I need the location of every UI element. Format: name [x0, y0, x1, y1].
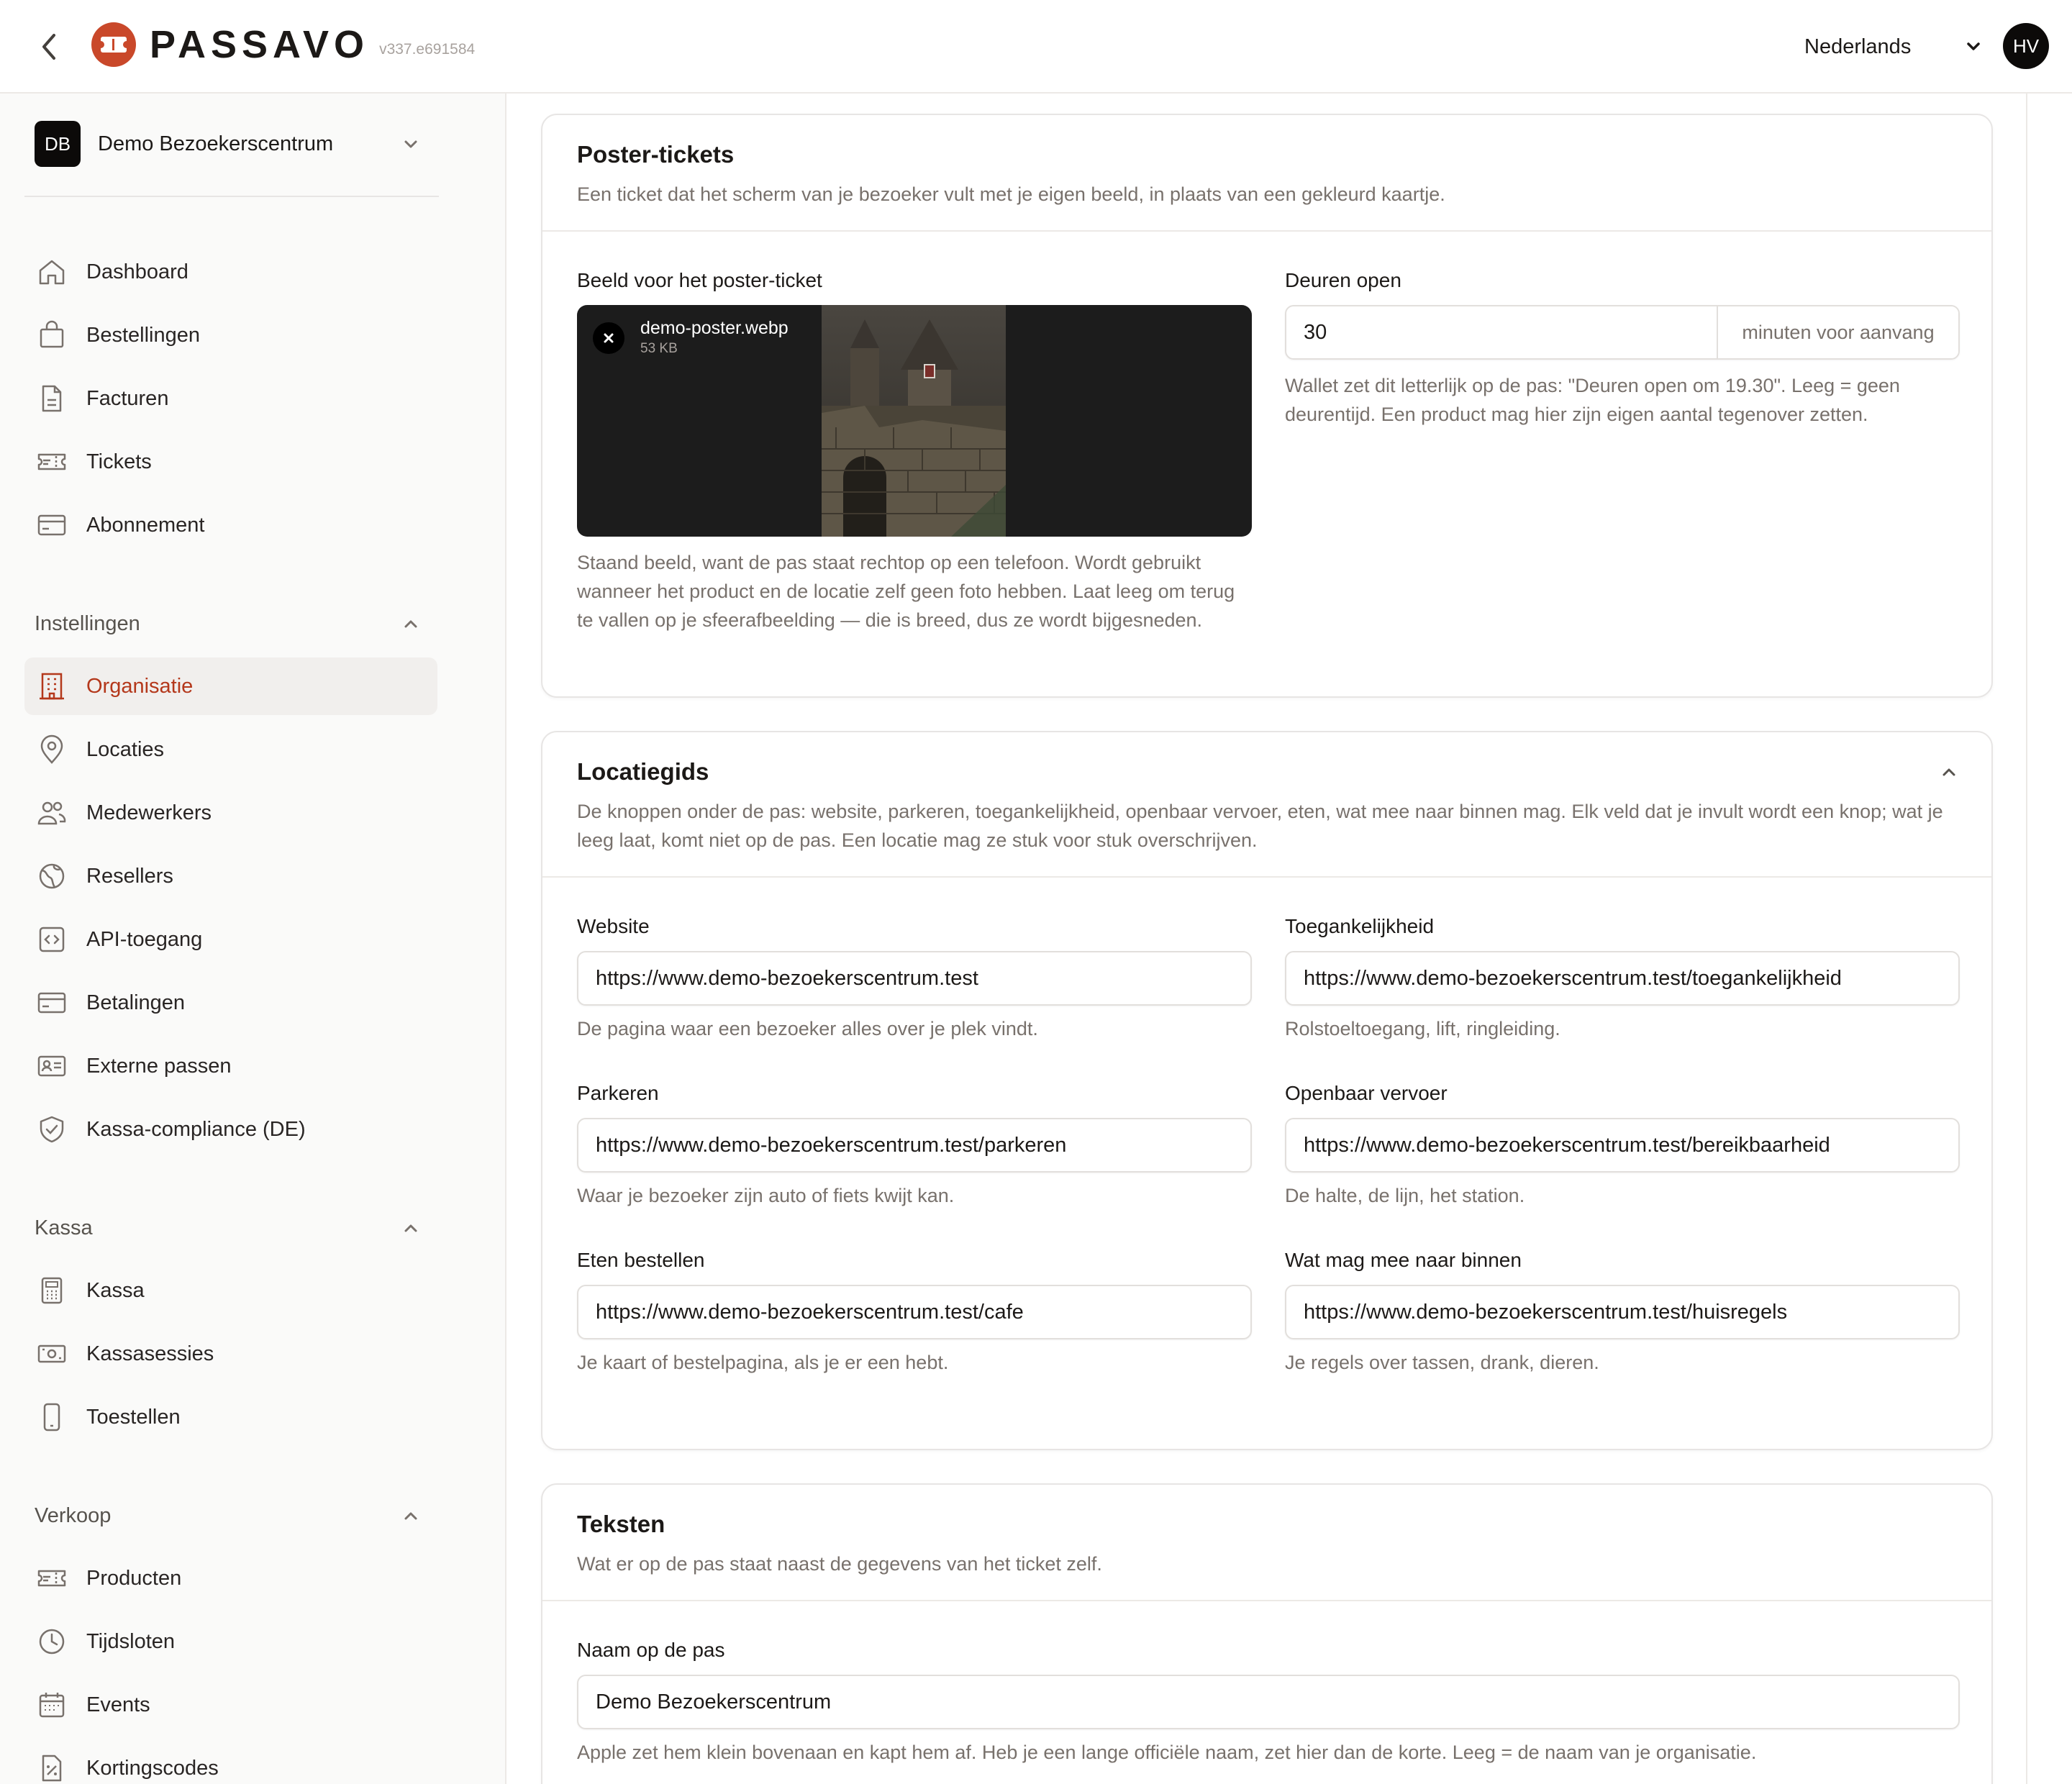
house-rules-input[interactable]: https://www.demo-bezoekerscentrum.test/huisregels	[1285, 1285, 1960, 1339]
sidebar-item-toestellen[interactable]	[24, 1388, 437, 1446]
building-icon	[35, 669, 69, 704]
sidebar-item-kassasessies[interactable]	[24, 1325, 437, 1383]
sidebar-item-producten[interactable]	[24, 1549, 437, 1607]
food-order-label: Eten bestellen	[577, 1249, 705, 1271]
sidebar-item-kassa-compliance[interactable]	[24, 1101, 437, 1158]
castle-image	[822, 305, 1006, 537]
sidebar-item-label: Resellers	[86, 864, 173, 888]
house-rules-label: Wat mag mee naar binnen	[1285, 1249, 1522, 1271]
sidebar-item-abonnement[interactable]	[24, 496, 437, 554]
sidebar-divider	[24, 196, 439, 197]
sidebar-item-externe-passen[interactable]	[24, 1037, 437, 1095]
sidebar-item-resellers[interactable]	[24, 847, 437, 905]
sidebar-item-label: Producten	[86, 1566, 182, 1590]
poster-image-help: Staand beeld, want de pas staat rechtop op een telefoon. Wordt gebruikt wanneer het product en de locatie zelf geen foto hebben. Laat leeg om terug te vallen op je sfeerafbeelding — die is breed, dus ze wordt bijgesneden.	[577, 552, 1235, 631]
sidebar-item-label: Dashboard	[86, 260, 188, 283]
brand-name: PASSAVO	[150, 23, 370, 66]
sidebar-item-label: Tickets	[86, 450, 152, 473]
sidebar	[0, 94, 506, 1784]
texts-card	[541, 1483, 1993, 1784]
card-header	[542, 1485, 1991, 1601]
section-toggle-kassa[interactable]	[35, 1210, 437, 1246]
page-divider	[2026, 94, 2027, 1784]
pass-name-input[interactable]: Demo Bezoekerscentrum	[577, 1675, 1960, 1729]
home-icon	[35, 255, 69, 289]
users-icon	[35, 796, 69, 830]
section-title: Kassa	[35, 1216, 93, 1239]
language-select[interactable]	[1804, 27, 1911, 66]
top-bar	[0, 0, 2072, 94]
doors-label: Deuren open	[1285, 269, 1401, 291]
sidebar-item-kortingscodes[interactable]	[24, 1739, 437, 1784]
remove-image-button[interactable]	[593, 322, 624, 354]
file-size: 53 KB	[640, 341, 678, 356]
card-header	[542, 732, 1991, 878]
sidebar-item-label: Tijdsloten	[86, 1629, 176, 1653]
sidebar-item-label: Kassa-compliance (DE)	[86, 1117, 306, 1141]
sidebar-item-betalingen[interactable]	[24, 974, 437, 1032]
sidebar-item-organisatie[interactable]	[24, 657, 437, 715]
sidebar-item-api-toegang[interactable]	[24, 911, 437, 968]
card-title: Locatiegids	[577, 758, 709, 785]
sidebar-item-medewerkers[interactable]	[24, 784, 437, 842]
doors-open-value[interactable]: 30	[1286, 306, 1718, 358]
phone-icon	[35, 1400, 69, 1434]
card-description: Wat er op de pas staat naast de gegevens van het ticket zelf.	[577, 1553, 1102, 1575]
cash-icon	[35, 1337, 69, 1371]
ticket-logo-icon	[91, 22, 137, 68]
sidebar-item-label: Toestellen	[86, 1405, 181, 1429]
poster-image-label: Beeld voor het poster-ticket	[577, 269, 822, 291]
chevron-left-icon	[40, 32, 58, 61]
parking-input[interactable]: https://www.demo-bezoekerscentrum.test/parkeren	[577, 1118, 1252, 1173]
food-order-input[interactable]: https://www.demo-bezoekerscentrum.test/cafe	[577, 1285, 1252, 1339]
sidebar-item-kassa[interactable]	[24, 1262, 437, 1319]
discount-icon	[35, 1751, 69, 1784]
doors-open-input[interactable]	[1285, 305, 1960, 360]
back-button[interactable]	[33, 29, 65, 65]
doors-help: Wallet zet dit letterlijk op de pas: "Deuren open om 19.30". Leeg = geen deurentijd. Een product mag hier zijn eigen aantal tegenover zetten.	[1285, 375, 1900, 425]
chevron-down-icon	[400, 134, 422, 155]
chevron-up-icon	[400, 613, 422, 634]
poster-tickets-card	[541, 114, 1993, 698]
public-transport-label: Openbaar vervoer	[1285, 1082, 1448, 1104]
sidebar-item-label: Events	[86, 1693, 150, 1716]
sidebar-item-label: Locaties	[86, 737, 165, 761]
logo[interactable]	[91, 22, 475, 68]
sidebar-item-label: Abonnement	[86, 513, 205, 537]
map-pin-icon	[35, 732, 69, 767]
sidebar-item-label: Kortingscodes	[86, 1756, 219, 1780]
clock-icon	[35, 1624, 69, 1659]
card-title: Teksten	[577, 1511, 665, 1537]
chevron-up-icon	[400, 1505, 422, 1526]
sidebar-item-label: Organisatie	[86, 674, 194, 698]
sidebar-item-label: Medewerkers	[86, 801, 212, 824]
credit-card-icon	[35, 508, 69, 542]
website-label: Website	[577, 915, 650, 937]
parking-label: Parkeren	[577, 1082, 659, 1104]
sidebar-item-label: Bestellingen	[86, 323, 200, 347]
org-avatar: DB	[35, 121, 81, 167]
sidebar-item-dashboard[interactable]	[24, 243, 437, 301]
accessibility-help: Rolstoeltoegang, lift, ringleiding.	[1285, 1018, 1560, 1039]
doors-open-suffix: minuten voor aanvang	[1718, 306, 1958, 358]
globe-icon	[35, 859, 69, 893]
chevron-up-icon	[400, 1217, 422, 1239]
code-icon	[35, 922, 69, 957]
sidebar-item-label: Kassa	[86, 1278, 145, 1302]
pass-name-help: Apple zet hem klein bovenaan en kapt hem af. Heb je een lange officiële naam, zet hier dan de korte. Leeg = de naam van je organisatie.	[577, 1742, 1757, 1763]
website-input[interactable]: https://www.demo-bezoekerscentrum.test	[577, 951, 1252, 1006]
sidebar-item-label: Externe passen	[86, 1054, 232, 1078]
public-transport-input[interactable]: https://www.demo-bezoekerscentrum.test/bereikbaarheid	[1285, 1118, 1960, 1173]
id-card-icon	[35, 1049, 69, 1083]
shopping-bag-icon	[35, 318, 69, 352]
poster-image-preview	[577, 305, 1252, 537]
sidebar-item-label: API-toegang	[86, 927, 203, 951]
user-avatar[interactable]: HV	[2003, 23, 2049, 69]
language-value: Nederlands	[1804, 35, 1912, 58]
section-title: Instellingen	[35, 611, 140, 635]
accessibility-label: Toegankelijkheid	[1285, 915, 1435, 937]
card-title: Poster-tickets	[577, 141, 735, 168]
close-icon	[601, 331, 616, 345]
sidebar-item-bestellingen[interactable]	[24, 306, 437, 364]
organization-switcher[interactable]	[35, 121, 437, 167]
pass-name-label: Naam op de pas	[577, 1639, 725, 1661]
sidebar-item-label: Betalingen	[86, 991, 186, 1014]
parking-help: Waar je bezoeker zijn auto of fiets kwijt kan.	[577, 1185, 955, 1206]
sidebar-item-events[interactable]	[24, 1676, 437, 1734]
card-description: De knoppen onder de pas: website, parkeren, toegankelijkheid, openbaar vervoer, eten, wat mee naar binnen mag. Elk veld dat je invult wordt een knop; wat je leeg laat, komt niet op de pas. Een locatie mag ze stuk voor stuk overschrijven.	[577, 801, 1943, 851]
sidebar-item-tijdsloten[interactable]	[24, 1613, 437, 1670]
ticket-icon	[35, 1561, 69, 1596]
section-title: Verkoop	[35, 1503, 112, 1527]
sidebar-item-facturen[interactable]	[24, 370, 437, 427]
credit-card-icon	[35, 986, 69, 1020]
org-name: Demo Bezoekerscentrum	[98, 132, 334, 155]
website-help: De pagina waar een bezoeker alles over je plek vindt.	[577, 1018, 1038, 1039]
food-order-help: Je kaart of bestelpagina, als je er een hebt.	[577, 1352, 949, 1373]
location-guide-card	[541, 731, 1993, 1450]
chevron-up-icon[interactable]	[1938, 761, 1960, 783]
calendar-icon	[35, 1688, 69, 1722]
sidebar-item-label: Facturen	[86, 386, 169, 410]
sidebar-item-tickets[interactable]	[24, 433, 437, 491]
main-content	[508, 94, 2026, 1784]
shield-check-icon	[35, 1112, 69, 1147]
file-name: demo-poster.webp	[640, 318, 789, 338]
section-toggle-verkoop[interactable]	[35, 1498, 437, 1534]
chevron-down-icon	[1963, 36, 1984, 58]
sidebar-item-locaties[interactable]	[24, 721, 437, 778]
calculator-icon	[35, 1273, 69, 1308]
version-label: v337.e691584	[379, 41, 476, 58]
ticket-icon	[35, 445, 69, 479]
public-transport-help: De halte, de lijn, het station.	[1285, 1185, 1525, 1206]
accessibility-input[interactable]: https://www.demo-bezoekerscentrum.test/toegankelijkheid	[1285, 951, 1960, 1006]
sidebar-item-label: Kassasessies	[86, 1342, 214, 1365]
section-toggle-instellingen[interactable]	[35, 606, 437, 642]
document-icon	[35, 381, 69, 416]
card-description: Een ticket dat het scherm van je bezoeker vult met je eigen beeld, in plaats van een gekleurd kaartje.	[577, 183, 1445, 205]
house-rules-help: Je regels over tassen, drank, dieren.	[1285, 1352, 1599, 1373]
card-header	[542, 115, 1991, 232]
